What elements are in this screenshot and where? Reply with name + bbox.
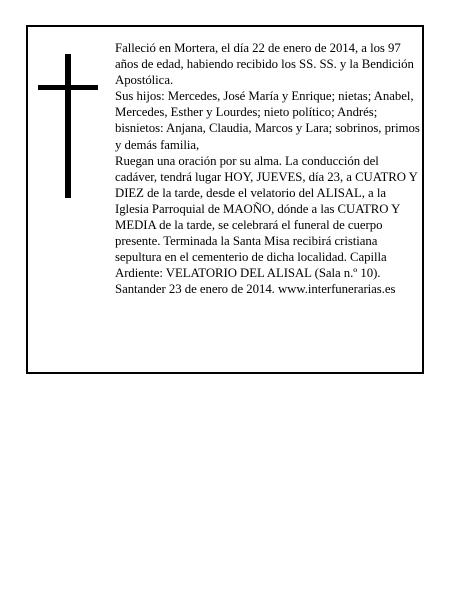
cross-vertical-bar xyxy=(65,54,71,198)
family-members: Sus hijos: Mercedes, José María y Enrique; nietas; Anabel, Mercedes, Esther y Lourdes; nieto político; Andrés; bisnietos: Anjana, Claudia, Marcos y Lara; sobrinos, primos y demás familia, xyxy=(115,89,420,152)
cross-horizontal-bar xyxy=(38,85,98,90)
place-date-website: Santander 23 de enero de 2014. www.interfunerarias.es xyxy=(115,282,396,297)
notice-text xyxy=(115,40,420,298)
cross-icon xyxy=(38,54,98,198)
death-announcement: Falleció en Mortera, el día 22 de enero de 2014, a los 97 años de edad, habiendo recibido los SS. SS. y la Bendición Apostólica. xyxy=(115,41,414,88)
funeral-details: Ruegan una oración por su alma. La conducción del cadáver, tendrá lugar HOY, JUEVES, día 23, a CUATRO Y DIEZ de la tarde, desde el velatorio del ALISAL, a la Iglesia Parroquial de MAOÑO, dónde a las CUATRO Y MEDIA de la tarde, se celebrará el funeral de cuerpo presente. Terminada la Santa Misa recibirá cristiana sepultura en el cementerio de dicha localidad. Capilla Ardiente: VELATORIO DEL ALISAL (Sala n.º 10). xyxy=(115,153,418,281)
obituary-notice xyxy=(26,25,424,374)
